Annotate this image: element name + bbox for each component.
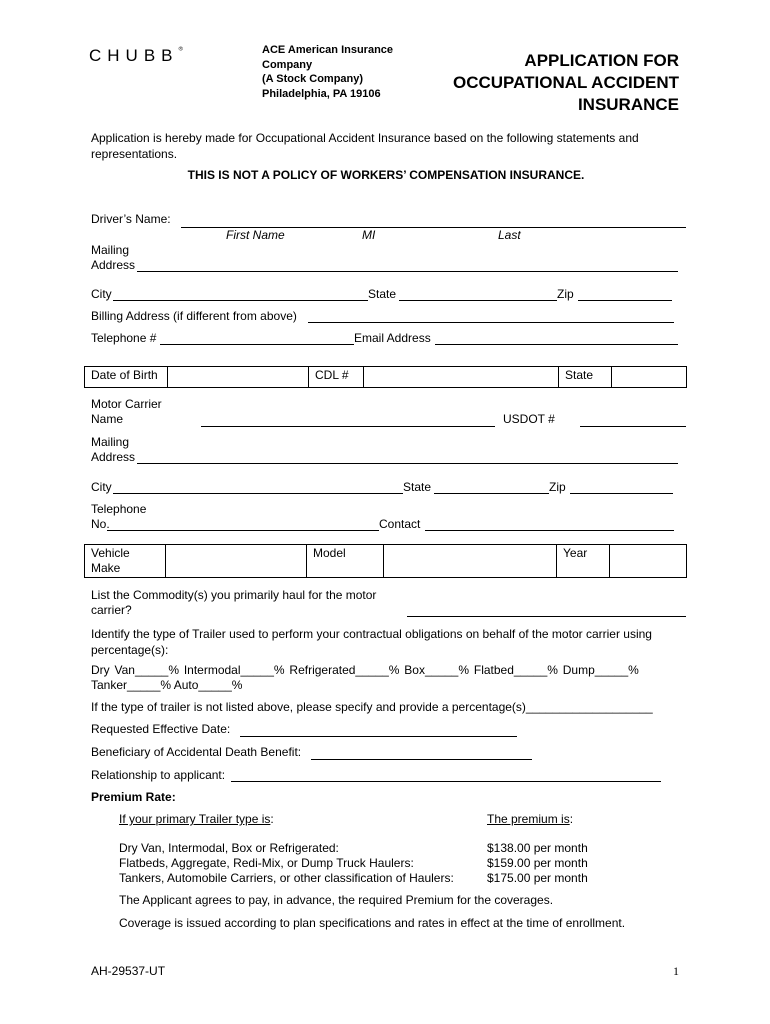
premium-price-1: $138.00 per month <box>487 841 588 855</box>
last-caption: Last <box>498 228 521 242</box>
year-field[interactable] <box>610 545 687 578</box>
trailer-question: Identify the type of Trailer used to perform your contractual obligations on behalf of the motor carrier using percentage(s): <box>91 627 652 657</box>
carrier-city-field[interactable] <box>113 493 403 494</box>
trailer-percentages-line2[interactable]: Tanker_____% Auto_____% <box>91 678 243 692</box>
coverage-text: Coverage is issued according to plan specifications and rates in effect at the time of enrollment. <box>119 916 626 930</box>
driver-state-field[interactable] <box>399 300 557 301</box>
state-cell-field[interactable] <box>612 367 687 388</box>
vehicle-make-field[interactable] <box>166 545 307 578</box>
premium-type-3: Tankers, Automobile Carriers, or other classification of Haulers: <box>119 871 454 885</box>
chubb-logo: CHUBB® <box>89 46 183 65</box>
vehicle-make-label: Vehicle Make <box>85 545 166 578</box>
contact-label: Contact <box>379 517 421 531</box>
first-name-caption: First Name <box>226 228 285 242</box>
mi-caption: MI <box>362 228 376 242</box>
commodity-field[interactable] <box>407 616 686 617</box>
page-title: APPLICATION FOR OCCUPATIONAL ACCIDENT INSURANCE <box>452 51 679 114</box>
address-label: Address <box>91 258 136 272</box>
email-label: Email Address <box>354 331 431 345</box>
premium-price-2: $159.00 per month <box>487 856 588 870</box>
relationship-field[interactable] <box>231 781 661 782</box>
premium-type-2: Flatbeds, Aggregate, Redi-Mix, or Dump Truck Haulers: <box>119 856 414 870</box>
beneficiary-label: Beneficiary of Accidental Death Benefit: <box>91 745 302 759</box>
dob-field[interactable] <box>168 367 309 388</box>
billing-label: Billing Address (if different from above) <box>91 309 297 323</box>
notice-text: THIS IS NOT A POLICY OF WORKERS’ COMPENSATION INSURANCE. <box>187 168 585 182</box>
driver-telephone-field[interactable] <box>160 344 354 345</box>
driver-city-field[interactable] <box>113 300 368 301</box>
motor-carrier-label: Motor Carrier <box>91 397 162 411</box>
relationship-label: Relationship to applicant: <box>91 768 226 782</box>
carrier-address-label: Address <box>91 450 136 464</box>
carrier-name-label: Name <box>91 412 124 426</box>
mailing-label: Mailing <box>91 243 130 257</box>
form-number: AH-29537-UT <box>91 964 166 978</box>
carrier-no-label: No. <box>91 517 110 531</box>
premium-price-3: $175.00 per month <box>487 871 588 885</box>
premium-type-1: Dry Van, Intermodal, Box or Refrigerated: <box>119 841 339 855</box>
effective-date-field[interactable] <box>240 736 517 737</box>
year-label: Year <box>557 545 610 578</box>
model-label: Model <box>307 545 384 578</box>
carrier-state-field[interactable] <box>434 493 549 494</box>
premium-heading: Premium Rate: <box>91 790 176 804</box>
usdot-field[interactable] <box>580 426 686 427</box>
trailer-type-heading: If your primary Trailer type is: <box>119 812 274 826</box>
driver-address-field[interactable] <box>137 271 678 272</box>
driver-zip-field[interactable] <box>578 300 672 301</box>
carrier-state-label: State <box>403 480 432 494</box>
carrier-name-field[interactable] <box>201 426 495 427</box>
effective-date-label: Requested Effective Date: <box>91 722 231 736</box>
billing-address-field[interactable] <box>308 322 674 323</box>
email-field[interactable] <box>435 344 678 345</box>
intro-text: Application is hereby made for Occupational Accident Insurance based on the following statements and representations. <box>91 131 639 161</box>
carrier-zip-label: Zip <box>549 480 566 494</box>
city-label: City <box>91 287 112 301</box>
carrier-mailing-label: Mailing <box>91 435 130 449</box>
dob-cdl-table <box>84 366 687 388</box>
cdl-field[interactable] <box>364 367 559 388</box>
company-info: ACE American Insurance Company (A Stock Company) Philadelphia, PA 19106 <box>262 44 394 100</box>
beneficiary-field[interactable] <box>311 759 532 760</box>
usdot-label: USDOT # <box>503 412 555 426</box>
trailer-percentages-line1[interactable]: Dry Van_____% Intermodal_____% Refrigerated_____% Box_____% Flatbed_____% Dump_____% <box>91 663 639 677</box>
dob-label: Date of Birth <box>85 367 168 388</box>
state-cell-label: State <box>559 367 612 388</box>
commodity-question-2: carrier? <box>91 603 132 617</box>
vehicle-table <box>84 544 687 578</box>
model-field[interactable] <box>384 545 557 578</box>
carrier-address-field[interactable] <box>137 463 678 464</box>
cdl-label: CDL # <box>309 367 364 388</box>
telephone-label: Telephone # <box>91 331 157 345</box>
carrier-telephone-label: Telephone <box>91 502 147 516</box>
carrier-telephone-field[interactable] <box>107 530 379 531</box>
carrier-city-label: City <box>91 480 112 494</box>
state-label: State <box>368 287 397 301</box>
commodity-question-1: List the Commodity(s) you primarily haul for the motor <box>91 588 377 602</box>
premium-is-heading: The premium is: <box>487 812 574 826</box>
contact-field[interactable] <box>425 530 674 531</box>
zip-label: Zip <box>557 287 574 301</box>
agree-text: The Applicant agrees to pay, in advance, the required Premium for the coverages. <box>119 893 554 907</box>
page-number: 1 <box>673 964 679 978</box>
carrier-zip-field[interactable] <box>570 493 673 494</box>
other-trailer-text[interactable]: If the type of trailer is not listed above, please specify and provide a percentage(s)___________________ <box>91 700 653 714</box>
driver-name-label: Driver’s Name: <box>91 212 171 226</box>
